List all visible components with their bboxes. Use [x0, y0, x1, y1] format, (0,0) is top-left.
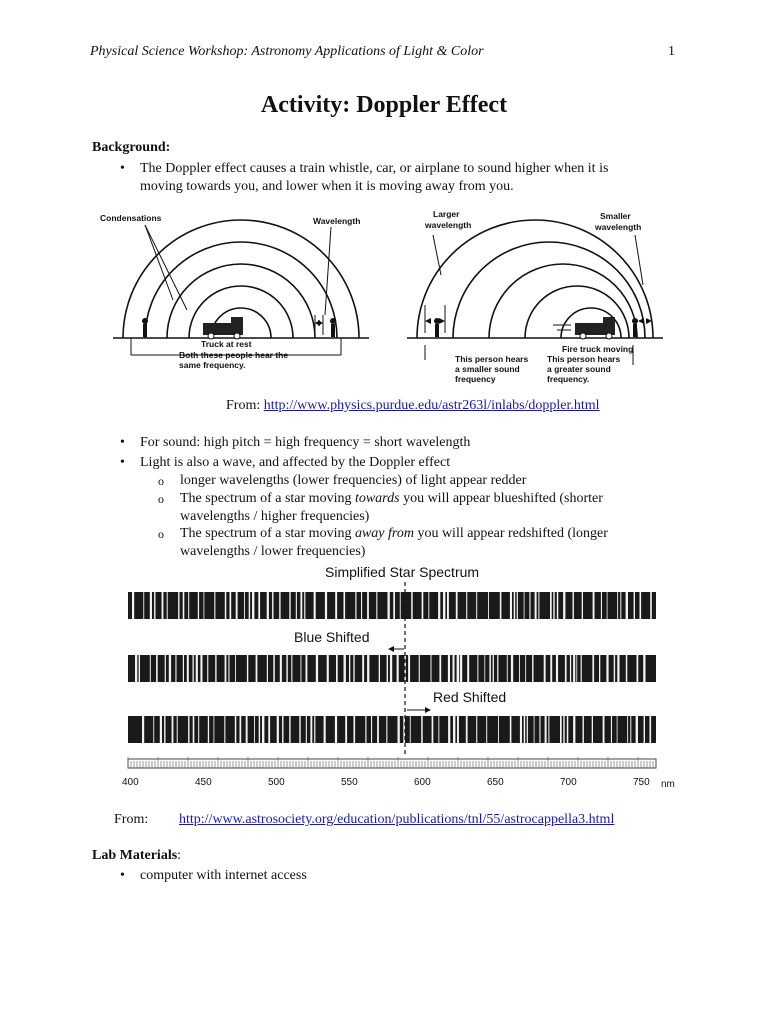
- spectrum-line: [277, 716, 279, 743]
- spectrum-line: [488, 592, 489, 619]
- spectrum-line: [376, 592, 377, 619]
- spectrum-band: [128, 716, 656, 743]
- spectrum-line: [200, 655, 202, 682]
- spectrum-line: [428, 592, 429, 619]
- wavefront-arc: [453, 242, 645, 338]
- source-1: [226, 398, 600, 414]
- spectrum-line: [361, 592, 362, 619]
- spectrum-line: [550, 592, 552, 619]
- spectrum-line: [476, 716, 477, 743]
- lab-materials-heading: Lab Materials:: [92, 848, 182, 863]
- spectrum-line: [583, 716, 584, 743]
- spectrum-line: [301, 655, 302, 682]
- spectrum-line: [563, 592, 565, 619]
- spectrum-line: [419, 655, 420, 682]
- wavefront-arc: [417, 220, 653, 338]
- spectrum-line: [196, 655, 198, 682]
- spectrum-line: [617, 592, 618, 619]
- spectrum-line: [188, 592, 189, 619]
- spectrum-line: [453, 655, 455, 682]
- spectrum-line: [208, 716, 209, 743]
- spectrum-line: [371, 716, 372, 743]
- red-shifted-label: Red Shifted: [433, 689, 507, 705]
- spectrum-line: [244, 592, 245, 619]
- spectrum-line: [291, 655, 292, 682]
- page-number: 1: [668, 44, 675, 59]
- spectrum-line: [335, 716, 337, 743]
- source-1-prefix: From:: [226, 398, 264, 413]
- spectrum-line: [553, 592, 554, 619]
- spectrum-line: [178, 592, 179, 619]
- spectrum-line: [507, 655, 508, 682]
- spectrum-line: [188, 716, 189, 743]
- spectrum-line: [476, 592, 477, 619]
- spectrum-line: [556, 655, 558, 682]
- spectrum-line: [267, 592, 269, 619]
- spectrum-line: [550, 655, 552, 682]
- spectrum-line: [183, 655, 184, 682]
- spectrum-band: [128, 592, 656, 619]
- scale-tick-label: 750: [633, 777, 650, 788]
- spectrum-line: [164, 716, 165, 743]
- spectrum-line: [247, 655, 248, 682]
- sub-bullet-text: The spectrum of a star moving away from you will appear redshifted (longer: [180, 526, 608, 541]
- spectrum-line: [408, 655, 410, 682]
- spectrum-line: [457, 716, 459, 743]
- spectrum-line: [279, 592, 280, 619]
- spectrum-line: [386, 716, 387, 743]
- spectrum-line: [167, 592, 168, 619]
- spectrum-line: [393, 592, 395, 619]
- wavelength-scale: [122, 757, 656, 788]
- spectrum-line: [534, 716, 535, 743]
- label-larger-line1: Larger: [433, 209, 460, 219]
- bullet-text: For sound: high pitch = high frequency = short wavelength: [140, 435, 471, 450]
- spectrum-line: [617, 655, 619, 682]
- spectrum-line: [150, 592, 152, 619]
- spectrum-line: [228, 655, 229, 682]
- spectrum-line: [214, 592, 215, 619]
- bullet-dot: •: [120, 868, 125, 883]
- spectrum-line: [535, 592, 537, 619]
- spectrum-line: [172, 716, 174, 743]
- spectrum-line: [156, 655, 158, 682]
- spectrum-line: [489, 655, 491, 682]
- spectrum-line: [296, 592, 297, 619]
- spectrum-line: [349, 655, 350, 682]
- sub-bullet-text: longer wavelengths (lower frequencies) of light appear redder: [180, 473, 527, 488]
- spectrum-line: [497, 655, 498, 682]
- spectrum-line: [230, 592, 232, 619]
- spectrum-line: [289, 716, 290, 743]
- spectrum-line: [193, 655, 194, 682]
- spectrum-line: [398, 716, 400, 743]
- bullet-light: [120, 454, 680, 472]
- spectrum-line: [532, 655, 533, 682]
- source-2-link[interactable]: http://www.astrosociety.org/education/publications/tnl/55/astrocappella3.html: [179, 812, 615, 827]
- spectrum-line: [626, 655, 628, 682]
- spectrum-line: [539, 716, 540, 743]
- spectrum-line: [160, 716, 162, 743]
- scale-tick-label: 650: [487, 777, 504, 788]
- spectrum-line: [460, 655, 462, 682]
- spectrum-line: [183, 592, 185, 619]
- spectrum-line: [259, 716, 260, 743]
- sub-bullet-text-line2: wavelengths / higher frequencies): [180, 509, 370, 524]
- spectrum-line: [573, 655, 575, 682]
- truck-at-rest-icon: [203, 317, 243, 339]
- spectrum-line: [484, 655, 485, 682]
- label-note-line2: same frequency.: [179, 360, 246, 370]
- bullet-dot: •: [120, 161, 125, 176]
- spectrum-line: [355, 592, 356, 619]
- bullet-doppler-intro: [120, 160, 680, 196]
- label-right-person-line3: frequency.: [547, 374, 590, 384]
- spectrum-line: [511, 655, 513, 682]
- page-title: Activity: Doppler Effect: [260, 92, 508, 118]
- spectrum-line: [252, 592, 254, 619]
- spectrum-line: [636, 716, 638, 743]
- spectrum-line: [289, 592, 290, 619]
- spectrum-line: [367, 592, 369, 619]
- spectrum-line: [300, 592, 302, 619]
- spectrum-line: [240, 716, 242, 743]
- spectrum-strip-blueshifted: [128, 655, 656, 682]
- spectrum-line: [207, 655, 208, 682]
- label-right-person-line2: a greater sound: [547, 364, 611, 374]
- label-truck-at-rest: Truck at rest: [201, 339, 252, 349]
- spectrum-line: [438, 716, 439, 743]
- spectrum-line: [336, 655, 338, 682]
- spectrum-line: [617, 716, 618, 743]
- sub-bullet-redder: [158, 472, 678, 490]
- spectrum-strip-original: [128, 592, 656, 619]
- sub-bullet-text: The spectrum of a star moving towards you will appear blueshifted (shorter: [180, 491, 603, 506]
- scale-tick-label: 400: [122, 777, 139, 788]
- spectrum-line: [411, 592, 413, 619]
- spectrum-line: [524, 592, 525, 619]
- spectrum-line: [548, 716, 549, 743]
- spectrum-line: [316, 655, 318, 682]
- spectrum-line: [377, 716, 379, 743]
- spectrum-line: [410, 716, 411, 743]
- spectrum-line: [581, 655, 582, 682]
- sub-bullet-text-line2: wavelengths / lower frequencies): [180, 544, 366, 559]
- spectrum-line: [466, 716, 468, 743]
- spectrum-line: [314, 716, 315, 743]
- spectrum-line: [224, 716, 225, 743]
- spectrum-line: [299, 716, 300, 743]
- spectrum-line: [466, 592, 467, 619]
- sub-bullet-redshift: [158, 525, 678, 561]
- person-far-left-icon: [434, 318, 440, 337]
- spectrum-line: [235, 655, 236, 682]
- spectrum-line: [246, 716, 248, 743]
- spectrum-line: [400, 592, 401, 619]
- spectrum-line: [576, 655, 577, 682]
- spectrum-line: [225, 592, 227, 619]
- spectrum-line: [650, 716, 652, 743]
- spectrum-line: [286, 655, 287, 682]
- spectrum-line: [162, 592, 164, 619]
- spectrum-line: [545, 716, 547, 743]
- unit-label: nm: [661, 779, 675, 790]
- spectrum-line: [599, 655, 600, 682]
- spectrum-line: [640, 592, 642, 619]
- spectrum-title: Simplified Star Spectrum: [325, 564, 480, 580]
- spectrum-line: [486, 716, 487, 743]
- spectrum-line: [143, 592, 144, 619]
- label-wavelength: Wavelength: [313, 216, 361, 226]
- spectrum-line: [498, 716, 499, 743]
- spectrum-line: [644, 716, 645, 743]
- header-title: Physical Science Workshop: Astronomy Applications of Light & Color: [90, 44, 484, 59]
- spectrum-line: [282, 716, 283, 743]
- spectrum-line: [493, 655, 494, 682]
- spectrum-line: [447, 592, 449, 619]
- spectrum-line: [630, 716, 631, 743]
- spectrum-line: [438, 592, 440, 619]
- spectrum-line: [165, 655, 166, 682]
- spectrum-line: [325, 592, 327, 619]
- spectrum-line: [432, 716, 434, 743]
- spectrum-line: [563, 716, 564, 743]
- spectrum-line: [153, 716, 154, 743]
- spectrum-line: [565, 655, 567, 682]
- spectrum-line: [272, 592, 273, 619]
- spectrum-line: [387, 655, 388, 682]
- spectrum-line: [593, 592, 595, 619]
- spectrum-line: [225, 655, 227, 682]
- spectrum-line: [573, 716, 575, 743]
- person-left-icon: [142, 318, 148, 337]
- label-left-person-line1: This person hears: [455, 354, 529, 364]
- spectrum-line: [154, 592, 155, 619]
- spectrum-line: [457, 655, 459, 682]
- spectrum-line: [390, 655, 392, 682]
- lab-material-item: [120, 867, 680, 885]
- spectrum-line: [456, 592, 458, 619]
- label-larger-line2: wavelength: [425, 220, 472, 230]
- spectrum-line: [314, 592, 316, 619]
- doppler-diagram: [95, 205, 675, 390]
- spectrum-line: [573, 592, 574, 619]
- spectrum-line: [379, 655, 380, 682]
- bullet-sound: [120, 434, 680, 452]
- spectrum-line: [187, 655, 189, 682]
- spectrum-line: [139, 655, 140, 682]
- spectrum-line: [637, 655, 639, 682]
- spectrum-line: [467, 655, 469, 682]
- spectrum-line: [560, 716, 562, 743]
- spectrum-line: [544, 655, 546, 682]
- spectrum-line: [517, 592, 518, 619]
- spectrum-line: [142, 716, 144, 743]
- spectrum-line: [135, 655, 137, 682]
- spectrum-line: [256, 655, 258, 682]
- spectrum-line: [443, 592, 445, 619]
- spectrum-line: [620, 592, 621, 619]
- spectrum-line: [439, 655, 441, 682]
- scale-tick-label: 500: [268, 777, 285, 788]
- spectrum-line: [198, 592, 199, 619]
- spectrum-line: [175, 655, 176, 682]
- spectrum-line: [353, 655, 354, 682]
- spectrum-line: [601, 592, 602, 619]
- spectrum-line: [306, 655, 308, 682]
- sub-bullet-marker: o: [158, 527, 164, 541]
- spectrum-line: [258, 592, 260, 619]
- spectrum-line: [592, 716, 593, 743]
- spectrum-line: [388, 592, 390, 619]
- label-fire-truck-moving: Fire truck moving: [562, 344, 634, 354]
- spectrum-line: [650, 592, 652, 619]
- spectrum-line: [177, 716, 178, 743]
- spectrum-line: [627, 716, 628, 743]
- spectrum-line: [570, 655, 571, 682]
- sub-bullet-marker: o: [158, 492, 164, 506]
- spectrum-line: [344, 655, 346, 682]
- spectrum-line: [397, 655, 399, 682]
- spectrum-line: [603, 716, 605, 743]
- spectrum-line: [169, 655, 171, 682]
- bullet-dot: •: [120, 455, 125, 470]
- spectrum-line: [606, 655, 608, 682]
- spectrum-line: [567, 716, 569, 743]
- spectrum-line: [310, 716, 312, 743]
- spectrum-line: [254, 716, 255, 743]
- spectrum-line: [421, 716, 423, 743]
- spectrum-line: [448, 716, 450, 743]
- red-shift-arrow: [407, 707, 431, 713]
- bullet-text-line1: The Doppler effect causes a train whistle, car, or airplane to sound higher when it is: [140, 161, 609, 176]
- spectrum-line: [510, 716, 512, 743]
- source-1-link[interactable]: http://www.physics.purdue.edu/astr263l/inlabs/doppler.html: [263, 398, 600, 413]
- spectrum-line: [236, 592, 238, 619]
- spectrum-line: [525, 655, 526, 682]
- spectrum-line: [520, 716, 522, 743]
- spectrum-line: [198, 716, 199, 743]
- spectrum-line: [327, 655, 329, 682]
- label-left-person-line2: a smaller sound: [455, 364, 520, 374]
- spectrum-line: [607, 592, 608, 619]
- spectrum-line: [354, 716, 356, 743]
- scale-tick-label: 700: [560, 777, 577, 788]
- label-left-person-line3: frequency: [455, 374, 496, 384]
- bullet-dot: •: [120, 435, 125, 450]
- spectrum-line: [527, 716, 528, 743]
- spectrum-line: [431, 655, 432, 682]
- spectrum-line: [204, 592, 205, 619]
- spectrum-line: [422, 592, 424, 619]
- spectrum-figure: [120, 560, 680, 792]
- scale-tick-label: 550: [341, 777, 358, 788]
- spectrum-line: [214, 716, 215, 743]
- bullet-text: Light is also a wave, and affected by the Doppler effect: [140, 455, 451, 470]
- spectrum-line: [453, 716, 455, 743]
- spectrum-line: [477, 655, 478, 682]
- spectrum-line: [150, 655, 151, 682]
- spectrum-line: [614, 655, 615, 682]
- spectrum-line: [500, 592, 502, 619]
- spectrum-line: [529, 592, 530, 619]
- spectrum-line: [215, 655, 216, 682]
- spectrum-line: [514, 592, 516, 619]
- spectrum-line: [235, 716, 237, 743]
- spectrum-line: [365, 716, 366, 743]
- spectrum-line: [448, 655, 450, 682]
- spectrum-line: [538, 592, 539, 619]
- spectrum-line: [634, 592, 635, 619]
- scale-tick-label: 450: [195, 777, 212, 788]
- spectrum-line: [273, 655, 275, 682]
- lab-material-text: computer with internet access: [140, 868, 307, 883]
- label-condensations: Condensations: [100, 213, 162, 223]
- source-2-prefix: From:: [114, 812, 149, 827]
- spectrum-line: [267, 655, 268, 682]
- scale-tick-label: 600: [414, 777, 431, 788]
- spectrum-line: [324, 716, 326, 743]
- spectrum-line: [557, 592, 559, 619]
- spectrum-line: [280, 655, 282, 682]
- spectrum-line: [582, 592, 583, 619]
- spectrum-line: [268, 716, 270, 743]
- bullet-text-line2: moving towards you, and lower when it is moving away from you.: [140, 179, 514, 194]
- spectrum-line: [344, 592, 346, 619]
- sub-bullet-marker: o: [158, 474, 164, 488]
- spectrum-line: [193, 716, 195, 743]
- spectrum-line: [132, 592, 134, 619]
- label-right-person-line1: This person hears: [547, 354, 621, 364]
- label-note-line1: Both these people hear the: [179, 350, 289, 360]
- label-smaller-line1: Smaller: [600, 211, 631, 221]
- spectrum-line: [524, 716, 526, 743]
- spectrum-strip-redshifted: [128, 716, 656, 743]
- spectrum-line: [262, 716, 264, 743]
- spectrum-line: [335, 592, 337, 619]
- spectrum-line: [367, 655, 369, 682]
- spectrum-line: [519, 655, 520, 682]
- spectrum-line: [304, 592, 305, 619]
- background-heading: Background:: [92, 140, 171, 155]
- person-right-icon: [330, 318, 336, 337]
- spectrum-line: [592, 655, 594, 682]
- spectrum-line: [510, 592, 512, 619]
- blue-shifted-label: Blue Shifted: [294, 629, 370, 645]
- spectrum-line: [643, 655, 645, 682]
- label-smaller-line2: wavelength: [595, 222, 642, 232]
- spectrum-line: [626, 592, 628, 619]
- spectrum-line: [362, 655, 364, 682]
- spectrum-line: [611, 716, 612, 743]
- spectrum-line: [249, 592, 250, 619]
- blue-shift-arrow: [388, 646, 404, 652]
- sub-bullet-blueshift: [158, 490, 678, 526]
- spectrum-line: [306, 716, 307, 743]
- spectrum-line: [345, 716, 347, 743]
